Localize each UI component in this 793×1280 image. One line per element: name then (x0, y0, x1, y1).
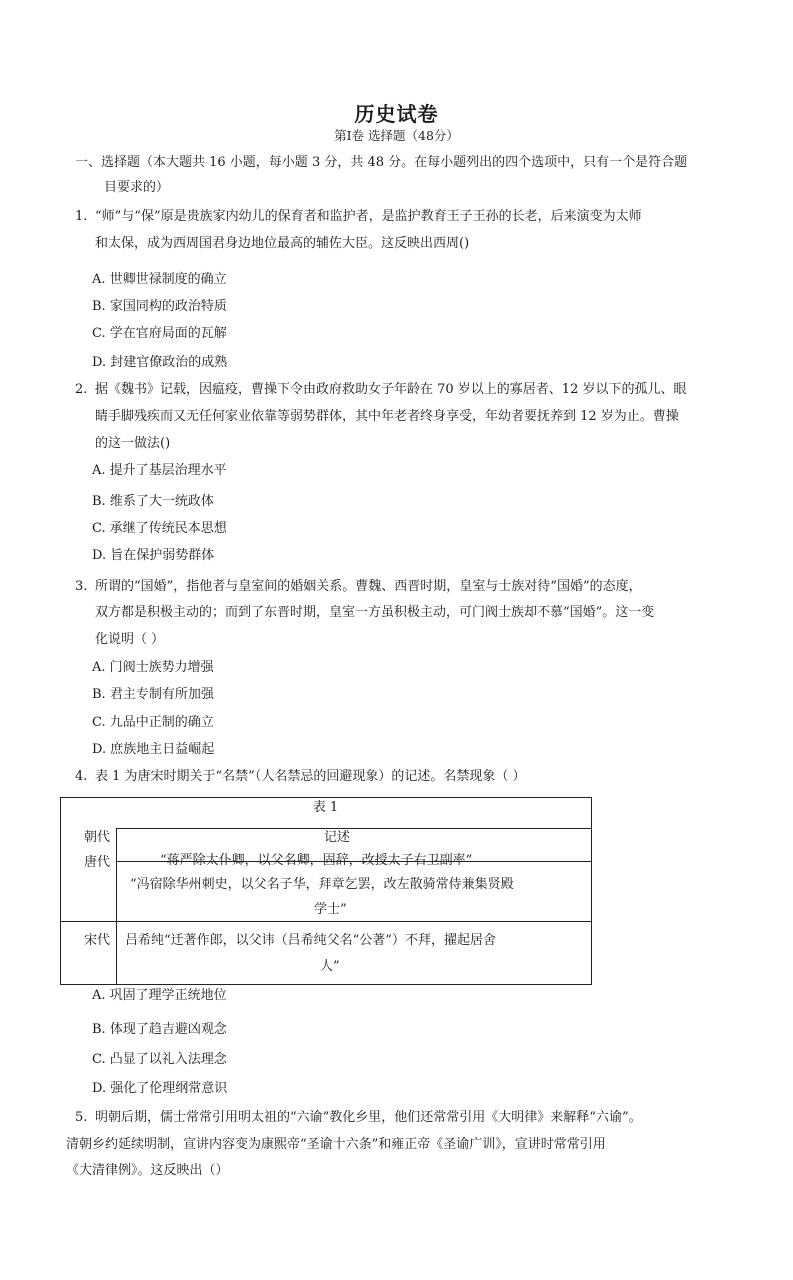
option-b: B. 家国同构的政治特质 (92, 299, 227, 314)
option-a: A. 巩固了理学正统地位 (92, 988, 227, 1003)
table-cell-record: “冯宿除华州刺史，以父名子华，拜章乞罢，改左散骑常侍兼集贤殿 (130, 877, 514, 892)
question-text: 明朝后期，儒士常常引用明太祖的“六谕”教化乡里，他们还常常引用《大明律》来解释“六谕”。 (95, 1110, 642, 1125)
option-a: A. 门阀士族势力增强 (92, 660, 214, 675)
table-caption: 表 1 (312, 800, 339, 815)
table-row-divider (116, 828, 591, 829)
option-d: D. 旨在保护弱势群体 (92, 548, 215, 563)
option-b: B. 维系了大一统政体 (92, 494, 214, 509)
option-c: C. 承继了传统民本思想 (92, 521, 227, 536)
option-b: B. 体现了趋吉避凶观念 (92, 1022, 227, 1037)
option-c: C. 凸显了以礼入法理念 (92, 1052, 227, 1067)
question-text: 所谓的“国婚”，指他者与皇室间的婚姻关系。曹魏、西晋时期，皇室与士族对待“国婚”的态度， (95, 579, 642, 594)
question-text: 化说明（ ） (95, 632, 165, 647)
option-c: C. 学在官府局面的瓦解 (92, 326, 227, 341)
table-cell-record: 学士” (314, 902, 347, 917)
page-subtitle: 第Ⅰ卷 选择题（48分） (334, 128, 459, 143)
question-text: 据《魏书》记载，因瘟疫，曹操下令由政府救助女子年龄在 70 岁以上的寡居者、12 岁以下的孤儿、眼 (95, 382, 687, 397)
table-cell-dynasty: 宋代 (84, 933, 111, 948)
table-cell-record: 人” (320, 959, 340, 974)
question-number: 4. (75, 769, 88, 784)
table-cell-record: “蒋严除太仆卿，以父名卿，固辞，改授太子右卫副率” (160, 853, 473, 868)
option-a: A. 世卿世禄制度的确立 (92, 272, 227, 287)
option-a: A. 提升了基层治理水平 (92, 463, 227, 478)
page-title: 历史试卷 (354, 102, 439, 126)
question-number: 3. (75, 579, 88, 594)
question-text: 双方都是积极主动的；而到了东晋时期，皇室一方虽积极主动，可门阀士族却不慕“国婚”。这一变 (95, 605, 655, 620)
question-text: 《大清律例》。这反映出（） (66, 1163, 229, 1178)
question-number: 2. (75, 382, 88, 397)
question-text: 和太保，成为西周国君身边地位最高的辅佐大臣。这反映出西周() (95, 236, 470, 251)
table-header-dynasty: 朝代 (84, 830, 111, 845)
question-text: 清朝乡约延续明制，宣讲内容变为康熙帝“圣谕十六条”和雍正帝《圣谕广训》，宣讲时常常引用 (66, 1137, 606, 1152)
question-number: 5. (75, 1110, 88, 1125)
option-d: D. 庶族地主日益崛起 (92, 742, 215, 757)
section-instructions: 一、选择题（本大题共 16 小题，每小题 3 分，共 48 分。在每小题列出的四个选项中，只有一个是符合题 (75, 155, 688, 170)
table-header-record: 记述 (324, 830, 351, 845)
option-b: B. 君主专制有所加强 (92, 687, 214, 702)
table-cell-record: 吕希纯“迁著作郎，以父讳（吕希纯父名“公著”）不拜，擢起居舍 (125, 933, 496, 948)
question-text: “师”与“保”原是贵族家内幼儿的保育者和监护者，是监护教育王子王孙的长老，后来演变为太师 (95, 209, 642, 224)
question-text: 表 1 为唐宋时期关于“名禁”（人名禁忌的回避现象）的记述。名禁现象（ ） (95, 769, 526, 784)
table-column-divider (116, 828, 117, 984)
option-d: D. 强化了伦理纲常意识 (92, 1081, 228, 1096)
option-c: C. 九品中正制的确立 (92, 715, 214, 730)
question-text: 的这一做法() (95, 436, 171, 451)
question-number: 1. (75, 209, 88, 224)
table-row-divider (60, 921, 591, 922)
question-text: 睛手脚残疾而又无任何家业依靠等弱势群体，其中年老者终身享受，年幼者要抚养到 12 岁为止。曹操 (95, 409, 679, 424)
table-cell-dynasty: 唐代 (84, 855, 111, 870)
option-d: D. 封建官僚政治的成熟 (92, 355, 228, 370)
section-instructions-cont: 目要求的） (104, 180, 170, 195)
